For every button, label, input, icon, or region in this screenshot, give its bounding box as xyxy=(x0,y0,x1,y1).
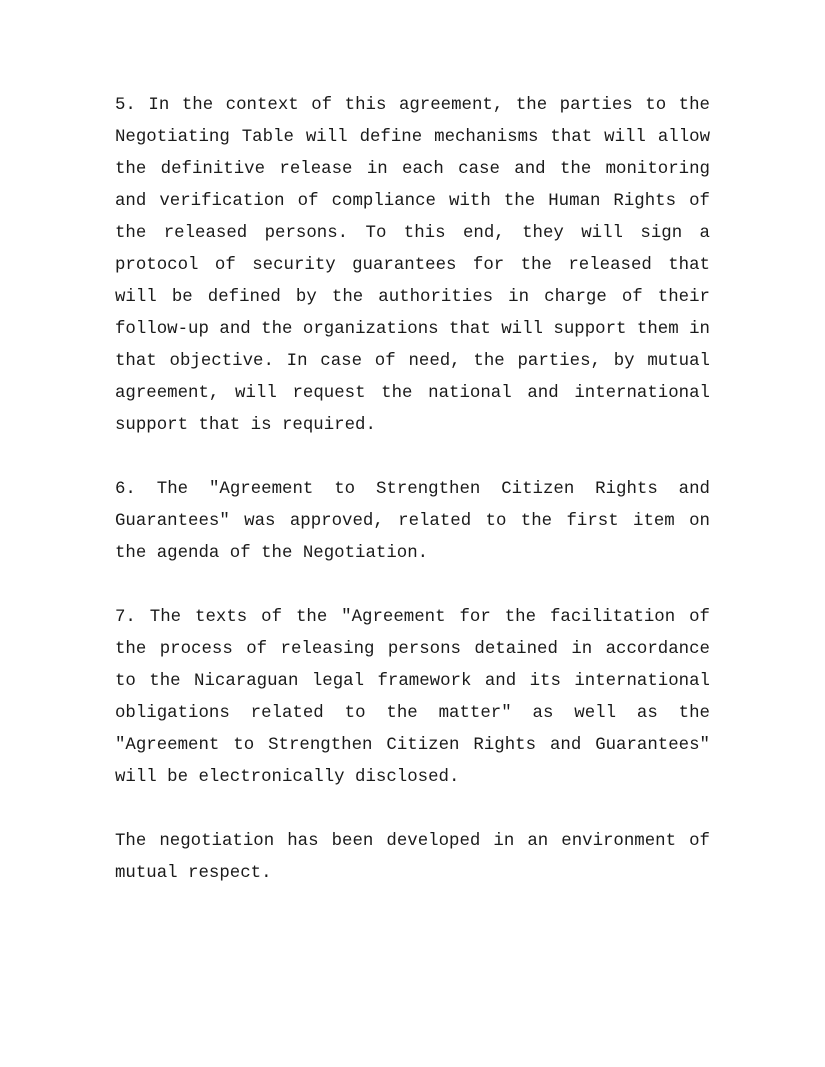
paragraph-item-6: 6. The "Agreement to Strengthen Citizen Rights and Guarantees" was approved, related to the first item on the agenda of the Negotiation. xyxy=(115,480,710,563)
document-page xyxy=(115,90,710,922)
paragraph-item-7: 7. The texts of the "Agreement for the facilitation of the process of releasing persons detained in accordance to the Nicaraguan legal framework and its international obligations related to the matter" as well as the "Agreement to Strengthen Citizen Rights and Guarantees" will be electronically disclosed. xyxy=(115,608,710,787)
paragraph-item-5: 5. In the context of this agreement, the parties to the Negotiating Table will define mechanisms that will allow the definitive release in each case and the monitoring and verification of compliance with the Human Rights of the released persons. To this end, they will sign a protocol of security guarantees for the released that will be defined by the authorities in charge of their follow-up and the organizations that will support them in that objective. In case of need, the parties, by mutual agreement, will request the national and international support that is required. xyxy=(115,96,710,435)
paragraph-closing: The negotiation has been developed in an environment of mutual respect. xyxy=(115,832,710,883)
